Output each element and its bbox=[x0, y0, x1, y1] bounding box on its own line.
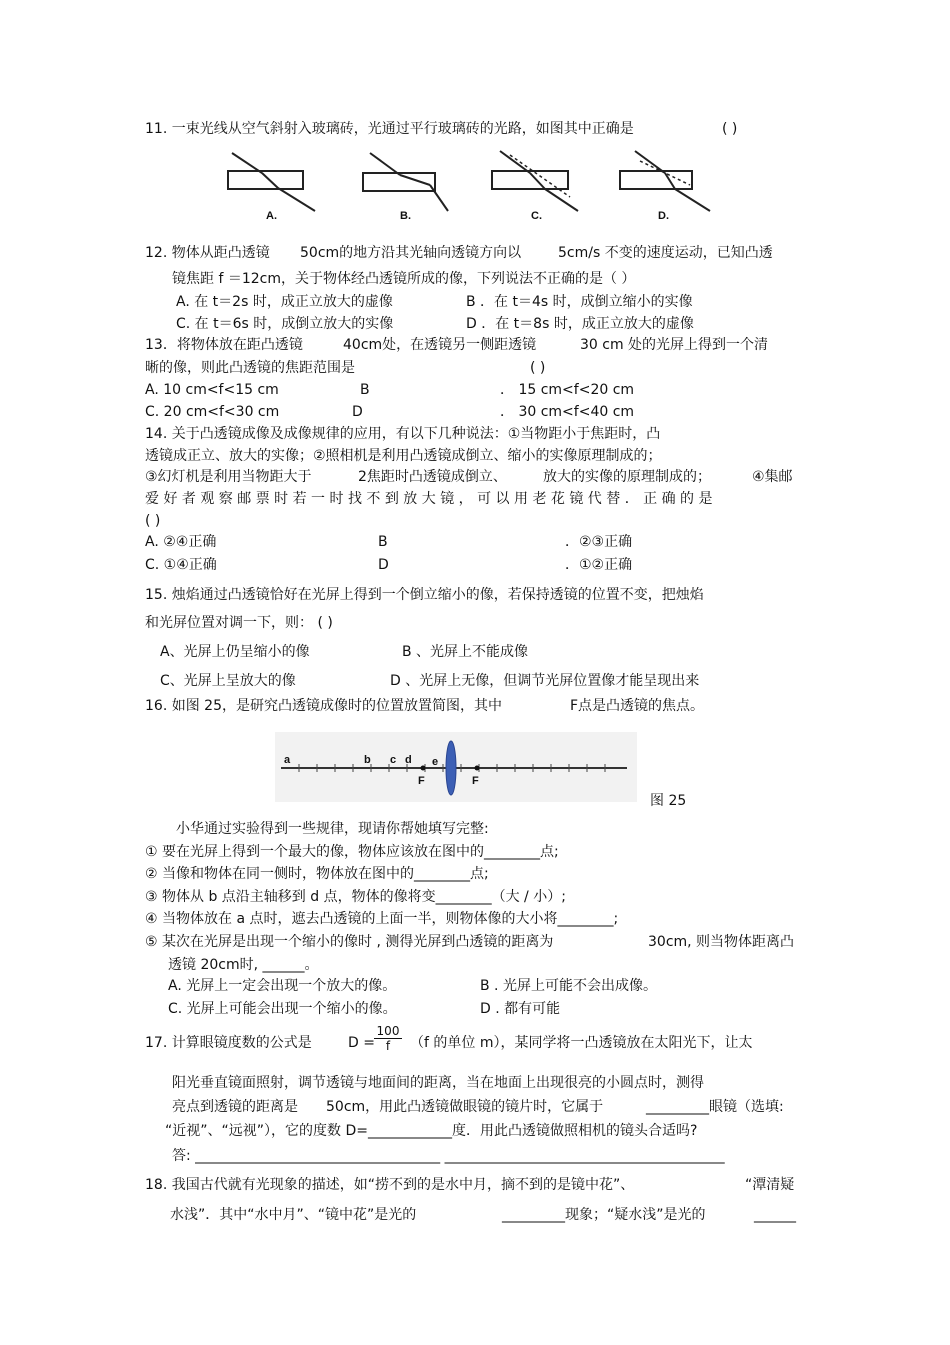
q14-option-b: ．②③正确 bbox=[565, 534, 633, 550]
q14-line3a: ③幻灯机是利用当物距大于 bbox=[145, 469, 312, 485]
q11-label-a: A. bbox=[266, 210, 277, 222]
q16-option-b: B . 光屏上可能不会出成像。 bbox=[480, 978, 657, 994]
q12-option-d: D ．在 t＝8s 时，成正立放大的虚像 bbox=[466, 316, 694, 332]
q15-line1: 15. 烛焰通过凸透镜恰好在光屏上得到一个倒立缩小的像，若保持透镜的位置不变，把烛焰 bbox=[145, 587, 704, 603]
q17-line1a: 17. 计算眼镜度数的公式是 bbox=[145, 1035, 312, 1051]
q11-figure-d bbox=[620, 151, 710, 211]
q16-option-a: A. 光屏上一定会出现一个放大的像。 bbox=[168, 978, 397, 994]
formula-fraction bbox=[374, 1024, 402, 1053]
q18-line2b: _________现象；“疑水浅”是光的 bbox=[502, 1207, 706, 1223]
q11-label-d: D. bbox=[658, 210, 669, 222]
q14-line2: 透镜成正立、放大的实像；②照相机是利用凸透镜成倒立、缩小的实像原理制成的； bbox=[145, 448, 662, 464]
q17-line2: 阳光垂直镜面照射，调节透镜与地面间的距离，当在地面上出现很亮的小圆点时，测得 bbox=[172, 1075, 704, 1091]
q12-line1c: 5cm/s 不变的速度运动，已知凸透 bbox=[558, 245, 773, 261]
q16-option-d: D . 都有可能 bbox=[480, 1001, 561, 1017]
q14-line3c: 放大的实像的原理制成的； bbox=[543, 469, 711, 485]
q15-option-d: D 、光屏上无像，但调节光屏位置像才能呈现出来 bbox=[390, 673, 700, 689]
q14-option-c: C. ①④正确 bbox=[145, 557, 217, 573]
q14-option-d: ．①②正确 bbox=[565, 557, 633, 573]
point-d: d bbox=[405, 754, 412, 766]
q13-line1b: 40cm处，在透镜另一侧距透镜 bbox=[343, 337, 537, 353]
q12-line2: 镜焦距 f ＝12cm，关于物体经凸透镜所成的像，下列说法不正确的是（ ） bbox=[172, 271, 636, 287]
q14-line4: 爱 好 者 观 察 邮 票 时 若 一 时 找 不 到 放 大 镜 ， 可 以 用 老 花 镜 代 替 ． 正 确 的 是 bbox=[145, 491, 713, 507]
point-f-right: F bbox=[472, 775, 479, 787]
point-f-left: F bbox=[418, 775, 425, 787]
q11-figure-a bbox=[228, 153, 315, 211]
q16-item-3: ③ 物体从 b 点沿主轴移到 d 点，物体的像将变________（大 / 小）; bbox=[145, 889, 566, 905]
q14-line1: 14. 关于凸透镜成像及成像规律的应用，有以下几种说法：①当物距小于焦距时，凸 bbox=[145, 426, 661, 442]
q16-item-4: ④ 当物体放在 a 点时，遮去凸透镜的上面一半，则物体像的大小将________; bbox=[145, 911, 619, 927]
q16-optical-bench-figure bbox=[275, 732, 637, 802]
q17-line4: “近视”、“远视”），它的度数 D=____________度．用此凸透镜做照相机的镜头合适吗? bbox=[165, 1123, 698, 1139]
q15-option-c: C、光屏上呈放大的像 bbox=[160, 673, 296, 689]
q13-option-c: C. 20 cm<f<30 cm bbox=[145, 404, 280, 420]
q13-line1a: 13．将物体放在距凸透镜 bbox=[145, 337, 303, 353]
q11-light-path-figures bbox=[220, 145, 720, 225]
q18-line1b: “潭清疑 bbox=[745, 1177, 795, 1193]
convex-lens-icon bbox=[446, 741, 456, 795]
q13-line1c: 30 cm 处的光屏上得到一个清 bbox=[580, 337, 769, 353]
q17-line3c: _________眼镜（选填: bbox=[646, 1099, 784, 1115]
formula-d: D = bbox=[348, 1035, 375, 1051]
q11-label-c: C. bbox=[531, 210, 542, 222]
q14-option-a: A. ②④正确 bbox=[145, 534, 217, 550]
q16-item-5a: ⑤ 某次在光屏是出现一个缩小的像时 , 测得光屏到凸透镜的距离为 bbox=[145, 934, 554, 950]
q13-option-b: ． 15 cm<f<20 cm bbox=[500, 382, 635, 398]
q11-answer-paren: ( ) bbox=[722, 121, 738, 137]
q11-stem: 11. 一束光线从空气斜射入玻璃砖，光通过平行玻璃砖的光路，如图其中正确是 bbox=[145, 121, 634, 137]
q13-answer-paren: ( ) bbox=[530, 360, 546, 376]
q14-option-b-letter: B bbox=[378, 534, 388, 550]
q14-line3d: ④集邮 bbox=[752, 469, 793, 485]
q18-line2c: ______ bbox=[754, 1207, 796, 1223]
q16-item-1: ① 要在光屏上得到一个最大的像，物体应该放在图中的________点; bbox=[145, 844, 559, 860]
q11-figure-c bbox=[492, 151, 578, 211]
q14-answer-paren: ( ) bbox=[145, 513, 161, 529]
q16-item-5c: 透镜 20cm时, ______。 bbox=[168, 957, 319, 973]
point-b: b bbox=[364, 754, 371, 766]
q15-option-a: A、光屏上仍呈缩小的像 bbox=[160, 644, 310, 660]
formula-numerator: 100 bbox=[374, 1024, 402, 1039]
q16-figure-caption: 图 25 bbox=[650, 793, 687, 809]
q13-option-b-letter: B bbox=[360, 382, 370, 398]
q17-line3b: 50cm，用此凸透镜做眼镜的镜片时，它属于 bbox=[326, 1099, 604, 1115]
q15-option-b: B 、光屏上不能成像 bbox=[402, 644, 529, 660]
q13-line2a: 晰的像，则此凸透镜的焦距范围是 bbox=[145, 360, 355, 376]
q12-line1b: 50cm的地方沿其光轴向透镜方向以 bbox=[300, 245, 522, 261]
q16-line1a: 16. 如图 25，是研究凸透镜成像时的位置放置简图，其中 bbox=[145, 698, 502, 714]
q13-option-a: A. 10 cm<f<15 cm bbox=[145, 382, 279, 398]
q16-line1b: F点是凸透镜的焦点。 bbox=[570, 698, 705, 714]
q14-option-d-letter: D bbox=[378, 557, 389, 573]
point-c: c bbox=[390, 754, 397, 766]
q17-line1b: （f 的单位 m），某同学将一凸透镜放在太阳光下，让太 bbox=[410, 1035, 753, 1051]
q11-figure-b bbox=[363, 153, 448, 211]
q18-line2a: 水浅”．其中“水中月”、“镜中花”是光的 bbox=[170, 1207, 417, 1223]
q17-line3a: 亮点到透镜的距离是 bbox=[172, 1099, 298, 1115]
q14-line3b: 2焦距时凸透镜成倒立、 bbox=[358, 469, 507, 485]
q12-line1a: 12. 物体从距凸透镜 bbox=[145, 245, 270, 261]
point-a: a bbox=[284, 754, 291, 766]
q12-option-c: C. 在 t＝6s 时，成倒立放大的实像 bbox=[176, 316, 394, 332]
q16-option-c: C. 光屏上可能会出现一个缩小的像。 bbox=[168, 1001, 397, 1017]
q12-option-b: B ．在 t＝4s 时，成倒立缩小的实像 bbox=[466, 294, 693, 310]
formula-denominator: f bbox=[385, 1039, 391, 1053]
q15-line2: 和光屏位置对调一下，则： ( ) bbox=[145, 615, 333, 631]
point-e: e bbox=[432, 756, 439, 768]
q18-line1a: 18. 我国古代就有光现象的描述，如“捞不到的是水中月，摘不到的是镜中花”、 bbox=[145, 1177, 635, 1193]
q11-label-b: B. bbox=[400, 210, 411, 222]
q17-answer-line: 答: ___________________________________ ________________________________________ bbox=[172, 1148, 725, 1164]
q12-option-a: A. 在 t＝2s 时，成正立放大的虚像 bbox=[176, 294, 393, 310]
q16-item-5b: 30cm, 则当物体距离凸 bbox=[648, 934, 795, 950]
q16-item-2: ② 当像和物体在同一侧时，物体放在图中的________点; bbox=[145, 866, 489, 882]
q16-intro: 小华通过实验得到一些规律，现请你帮她填写完整: bbox=[176, 821, 489, 837]
q13-option-d-letter: D bbox=[352, 404, 363, 420]
q13-option-d: ． 30 cm<f<40 cm bbox=[500, 404, 635, 420]
